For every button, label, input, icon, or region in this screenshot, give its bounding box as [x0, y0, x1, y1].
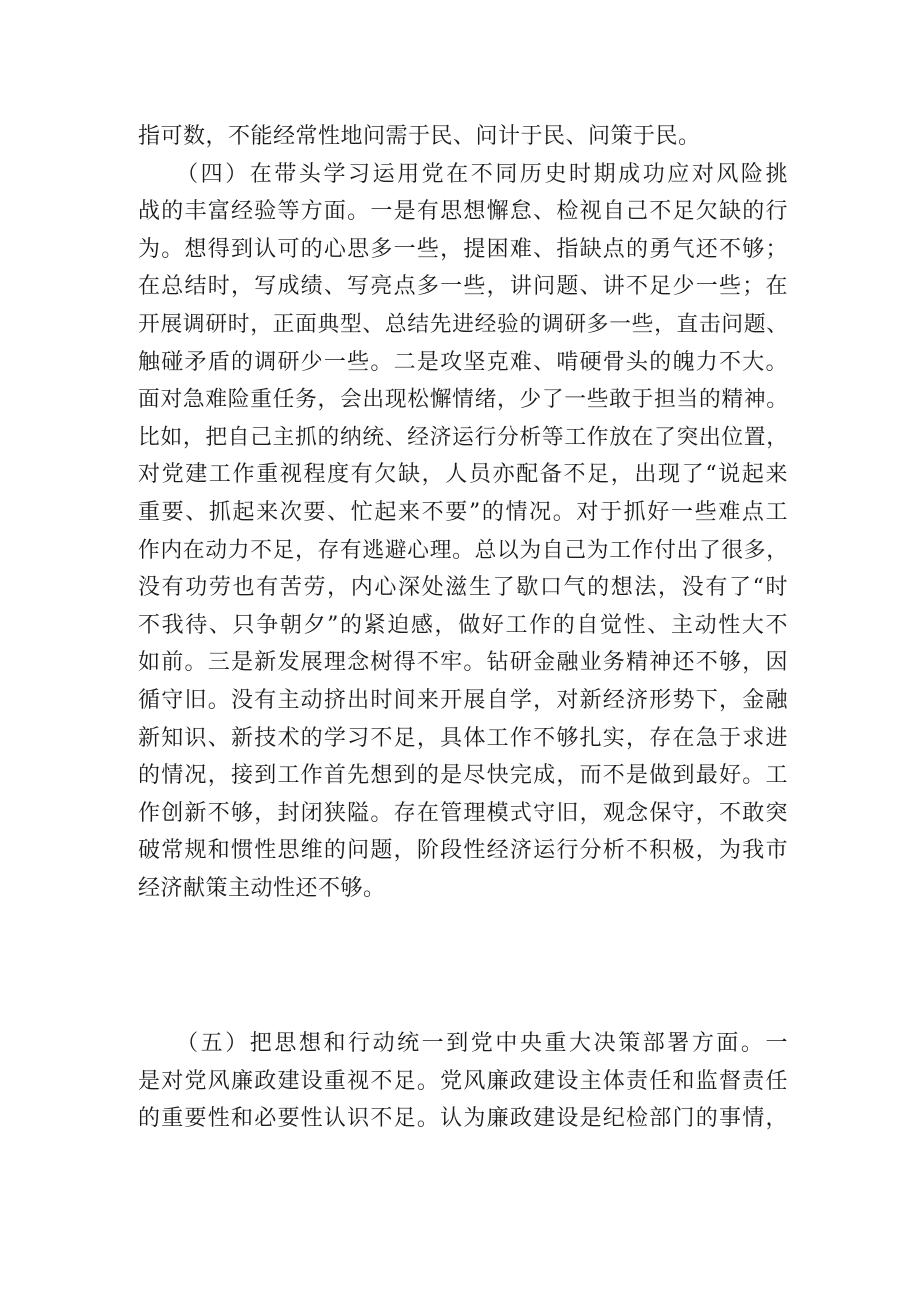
section-five-text — [138, 1025, 788, 1138]
text-line: 不我待、只争朝夕”的紧迫感，做好工作的自觉性、主动性大不 — [138, 612, 788, 638]
text-line: 如前。三是新发展理念树得不牢。钻研金融业务精神还不够，因 — [138, 650, 788, 676]
text-line: 经济献策主动性还不够。 — [138, 875, 386, 901]
text-line: 循守旧。没有主动挤出时间来开展自学，对新经济形势下，金融 — [138, 687, 788, 713]
text-line: 重要、抓起来次要、忙起来不要”的情况。对于抓好一些难点工 — [138, 499, 788, 525]
text-line: 没有功劳也有苦劳，内心深处滋生了歇口气的想法，没有了“时 — [138, 575, 788, 601]
text-line: 破常规和惯性思维的问题，阶段性经济运行分析不积极，为我市 — [138, 838, 788, 864]
text-line: 指可数，不能经常性地问需于民、问计于民、问策于民。 — [138, 124, 701, 149]
text-line: 作创新不够，封闭狭隘。存在管理模式守旧，观念保守，不敢突 — [138, 800, 788, 826]
text-line: （五）把思想和行动统一到党中央重大决策部署方面。一 — [138, 1031, 788, 1056]
text-line: 新知识、新技术的学习不足，具体工作不够扎实，存在急于求进 — [138, 725, 788, 751]
text-line: 面对急难险重任务，会出现松懈情绪，少了一些敢于担当的精神。 — [138, 387, 788, 413]
text-line: 对党建工作重视程度有欠缺，人员亦配备不足，出现了“说起来 — [138, 462, 788, 488]
text-line: 战的丰富经验等方面。一是有思想懈怠、检视自己不足欠缺的行 — [138, 199, 788, 225]
text-line: 触碰矛盾的调研少一些。二是攻坚克难、啃硬骨头的魄力不大。 — [138, 349, 788, 375]
text-line: 的情况，接到工作首先想到的是尽快完成，而不是做到最好。工 — [138, 763, 788, 789]
section-four-text — [138, 118, 788, 907]
text-line: 作内在动力不足，存有逃避心理。总以为自己为工作付出了很多， — [138, 537, 788, 563]
text-line: 为。想得到认可的心思多一些，提困难、指缺点的勇气还不够； — [138, 236, 788, 262]
text-line: （四）在带头学习运用党在不同历史时期成功应对风险挑 — [138, 161, 788, 187]
text-line: 比如，把自己主抓的纳统、经济运行分析等工作放在了突出位置， — [138, 424, 788, 450]
text-line: 在总结时，写成绩、写亮点多一些，讲问题、讲不足少一些；在 — [138, 274, 788, 300]
text-line: 开展调研时，正面典型、总结先进经验的调研多一些，直击问题、 — [138, 311, 788, 337]
text-line: 的重要性和必要性认识不足。认为廉政建设是纪检部门的事情， — [138, 1106, 788, 1132]
text-line: 是对党风廉政建设重视不足。党风廉政建设主体责任和监督责任 — [138, 1068, 788, 1094]
